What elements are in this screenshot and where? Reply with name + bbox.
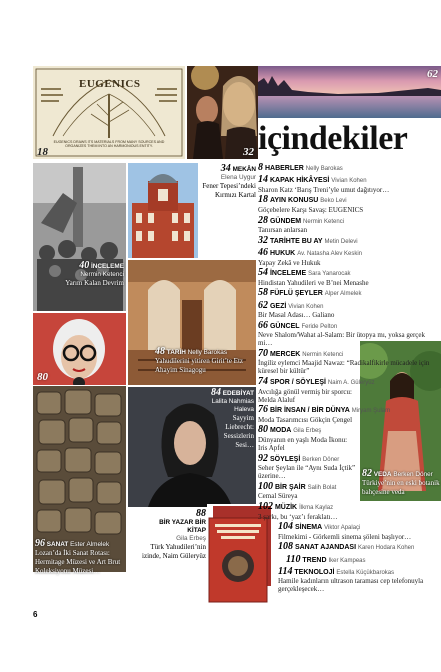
entry-section: KAPAK HİKÂYESİ xyxy=(269,177,330,185)
entry-page-number: 66 xyxy=(258,319,268,331)
entry-page-number: 110 xyxy=(286,553,301,565)
entry-description: Bir Masal Adası… Galiano xyxy=(258,311,335,320)
entry-author: Iker Kampeas xyxy=(328,557,366,564)
entry-author: Viktor Apalaçi xyxy=(324,525,361,532)
page-number: 6 xyxy=(33,610,38,619)
entry-description: Avcılığa gönül vermiş bir sporcu: Melda Alaluf xyxy=(258,387,352,404)
entry-description: Sharon Katz ‘Barış Treni’yle umut dağıtıyor… xyxy=(258,185,390,194)
caption-desc: Fener Tepesi’ndeki Kırmızı Kartal xyxy=(202,182,256,199)
entry-page-number: 18 xyxy=(258,194,268,206)
entry-page-number: 14 xyxy=(258,174,268,186)
toc-entry[interactable] xyxy=(258,376,375,404)
caption-section: SANAT xyxy=(46,541,69,548)
caption-author: Ester Almelek xyxy=(70,541,110,548)
entry-page-number: 74 xyxy=(258,376,268,388)
caption-number: 96 xyxy=(35,538,45,549)
entry-page-number: 28 xyxy=(258,214,268,226)
revolution-photo xyxy=(33,163,126,311)
entry-section: FÜFLÜ ŞEYLER xyxy=(269,290,323,298)
toc-entry[interactable] xyxy=(258,214,440,235)
toc-entry[interactable] xyxy=(286,553,436,566)
entry-page-number: 62 xyxy=(258,299,268,311)
entry-author: Beko Levi xyxy=(320,198,347,205)
entry-section: GÜNCEL xyxy=(269,322,300,330)
caption-author: Nelly Barokas xyxy=(187,349,228,356)
fashion-icon-photo xyxy=(33,313,126,385)
caption-art xyxy=(35,540,127,576)
eugenics-illustration xyxy=(33,66,185,159)
toc-entry[interactable] xyxy=(258,452,358,481)
entry-description: Göçebelere Karşı Savaş: EUGENICS xyxy=(258,205,364,214)
entry-author: Nermin Ketenci xyxy=(302,351,344,358)
entry-page-number: 104 xyxy=(278,521,293,533)
entry-author: Alper Almelek xyxy=(324,291,362,298)
caption-section: TARİH xyxy=(166,349,186,356)
caption-author: Lalita Nahmias Haleva xyxy=(211,398,254,413)
caption-section: MEKÂN xyxy=(232,166,256,173)
lake-photo xyxy=(258,66,441,118)
entry-page-number: 8 xyxy=(258,162,263,173)
toc-entry[interactable] xyxy=(258,246,440,267)
entry-page-number: 32 xyxy=(258,234,268,246)
entry-description: Hamile kadınların ultrason taraması cep telefonuyla gerçekleşecek… xyxy=(278,577,424,594)
entry-section: SPOR / SÖYLEŞİ xyxy=(269,379,326,387)
caption-author: Nermin Ketenci xyxy=(80,271,124,278)
entry-page-number: 46 xyxy=(258,246,268,258)
caption-section: BİR YAZAR BİR KİTAP xyxy=(159,519,206,534)
caption-section: EDEBİYAT xyxy=(222,390,254,397)
entry-description: Hindistan Yahudileri ve B’nei Menashe xyxy=(258,278,369,287)
entry-author: Miryam Şulam xyxy=(351,408,391,415)
eugenics-word: EUGENICS xyxy=(79,78,141,90)
toc-entry[interactable] xyxy=(258,269,440,287)
caption-author: Berken Döner xyxy=(393,471,433,478)
eugenics-banner: EUGENICS DRAWS ITS MATERIALS FROM MANY SOURCES AND ORGANIZES THEM INTO AN HARMONIOUS ENTITY. xyxy=(53,140,165,149)
entry-page-number: 76 xyxy=(258,404,268,416)
toc-entry[interactable] xyxy=(258,426,358,452)
entry-page-number: 58 xyxy=(258,287,268,299)
caption-number: 82 xyxy=(362,468,372,479)
entry-author: Naim A. Güleryüz xyxy=(327,380,375,387)
entry-author: Av. Natasha Alev Keskin xyxy=(297,250,363,257)
entry-description: Cemal Süreya xyxy=(258,492,298,501)
entry-section: GÜNDEM xyxy=(269,217,302,225)
caption-author: Elena Uygur xyxy=(220,174,256,181)
photo-number: 32 xyxy=(243,146,254,158)
caption-section: VEDA xyxy=(373,471,392,478)
toc-entry[interactable] xyxy=(258,234,440,247)
entry-author: Karen Hodara Kohen xyxy=(357,545,415,552)
caption-number: 84 xyxy=(210,387,221,398)
entry-description: 3 şarkı, bu ‘yaz’ı feraklatı… xyxy=(258,512,338,521)
entry-description: Moda Tasarımcısı Gökçin Çengel xyxy=(258,415,353,424)
entry-section: TREND xyxy=(302,556,327,564)
red-building-photo xyxy=(128,163,198,258)
entry-author: Nermin Ketenci xyxy=(303,218,345,225)
entry-section: TEKNOLOJİ xyxy=(294,568,335,576)
caption-number: 88 xyxy=(196,508,206,519)
photo-number: 80 xyxy=(37,371,48,383)
entry-author: Berken Döner xyxy=(302,456,340,463)
entry-page-number: 92 xyxy=(258,452,268,464)
entry-page-number: 102 xyxy=(258,501,273,512)
caption-desc: Lozan’da İki Sanat Rotası: Hermitage Müzesi ve Art Brut Koleksiyonu Müzesi… xyxy=(35,549,121,575)
entry-section: BİR İNSAN / BİR DÜNYA xyxy=(269,407,350,415)
entry-page-number: 114 xyxy=(278,565,293,577)
entry-section: SANAT AJANDASI xyxy=(294,544,357,552)
toc-entry[interactable] xyxy=(258,299,440,320)
caption-literature xyxy=(204,389,254,450)
entry-author: Salih Bolat xyxy=(307,484,337,491)
caption-desc: Türkiye’nin en eski botanik bahçesine veda xyxy=(362,479,440,496)
toc-entry[interactable] xyxy=(258,319,440,348)
photo-number: 18 xyxy=(37,146,48,158)
entry-section: BİR ŞAİR xyxy=(274,483,306,491)
photo-number: 62 xyxy=(427,68,438,80)
entry-page-number: 100 xyxy=(258,480,273,492)
entry-section: MODA xyxy=(269,427,292,435)
toc-entry[interactable] xyxy=(258,289,440,299)
toc-entry[interactable] xyxy=(258,404,391,424)
entry-section: AYIN KONUSU xyxy=(269,197,319,205)
caption-number: 34 xyxy=(220,163,231,174)
caption-desc: Yahudilerini yitiren Girit’te Etz Ahayim Sinagogu xyxy=(155,357,244,374)
toc-entry[interactable] xyxy=(278,543,428,553)
entry-page-number: 54 xyxy=(258,267,268,279)
entry-description: Seher Şeylan ile “Aynı Suda İçtik” üzerine… xyxy=(258,464,356,481)
toc-entry[interactable] xyxy=(258,164,440,174)
caption-number: 40 xyxy=(79,260,90,271)
entry-description: İngiliz eylemci Maajid Nawaz: “Radikalfikirle mücadele için küresel bir kültür” xyxy=(258,359,430,376)
entry-section: SÖYLEŞİ xyxy=(269,455,301,463)
caption-revolution xyxy=(60,262,124,288)
entry-section: MERCEK xyxy=(269,350,301,358)
entry-page-number: 108 xyxy=(278,541,293,553)
entry-author: Metin Delevi xyxy=(324,238,358,245)
concert-photo xyxy=(187,66,258,159)
entry-author: Estella Küçükbarokas xyxy=(336,569,395,576)
entry-page-number: 80 xyxy=(258,424,268,436)
entry-description: Tanırsan anlarsan xyxy=(258,226,308,235)
entry-section: MÜZİK xyxy=(274,504,298,511)
caption-place xyxy=(198,165,256,200)
entry-section: İNCELEME xyxy=(269,270,307,278)
caption-writer-book xyxy=(140,510,206,561)
entry-description: Dünyanın en yaşlı Moda İkonu: Iris Apfel xyxy=(258,436,348,453)
toc-entry[interactable] xyxy=(258,480,358,501)
entry-author: İlkma Kaylaz xyxy=(299,505,334,511)
entry-author: Vivian Kohen xyxy=(288,303,324,310)
caption-author: Gila Erbeş xyxy=(176,535,206,542)
toc-entry[interactable] xyxy=(258,347,440,376)
toc-entry[interactable] xyxy=(278,565,428,594)
entry-section: GEZİ xyxy=(269,302,287,310)
entry-author: Feride Pelton xyxy=(301,323,338,330)
caption-desc: Yarım Kalan Devrim xyxy=(65,279,124,287)
entry-description: Neve Shalom/Wahat al-Salam: Bir ütopya mı, yoksa gerçek mi… xyxy=(258,331,426,348)
caption-number: 48 xyxy=(155,346,165,357)
entry-page-number: 70 xyxy=(258,347,268,359)
entry-author: Gila Erbeş xyxy=(293,428,322,435)
entry-section: SİNEMA xyxy=(294,524,323,532)
entry-section: HUKUK xyxy=(269,249,296,257)
toc-list xyxy=(258,164,440,596)
toc-entry[interactable] xyxy=(258,196,440,214)
caption-desc: Sayyim Liebrecht: Sessizlerin Sesi… xyxy=(223,414,254,449)
page-title: içindekiler xyxy=(258,120,408,157)
entry-description: Filmekimi - Görkemli sinema şöleni başlıyor… xyxy=(278,532,412,541)
toc-entry[interactable] xyxy=(258,503,358,521)
caption-history xyxy=(155,348,255,375)
entry-author: Sara Yanarocak xyxy=(308,271,351,278)
toc-entry[interactable] xyxy=(258,176,440,194)
entry-description: Yapay Zekâ ve Hukuk xyxy=(258,258,321,267)
entry-author: Nelly Barokas xyxy=(305,166,343,172)
caption-desc: Türk Yahudileri’nin izinde, Naim Güleryüz xyxy=(142,543,206,560)
entry-section: TARİHTE BU AY xyxy=(269,237,323,245)
toc-entry[interactable] xyxy=(278,523,428,541)
entry-author: Vivian Kohen xyxy=(331,178,367,185)
caption-section: İNCELEME xyxy=(90,263,124,270)
entry-section: HABERLER xyxy=(264,165,304,172)
